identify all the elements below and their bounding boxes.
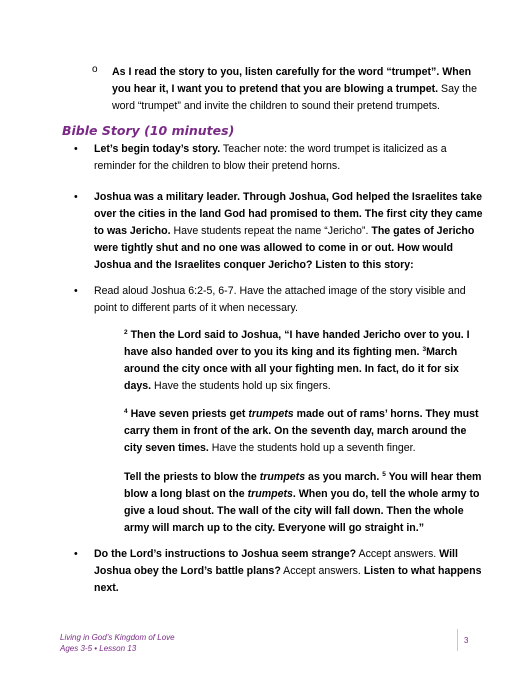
sub-item-bold-text: As I read the story to you, listen carefully for the word “trumpet”. When you hear it, I want you to pretend that you are blowing a trumpet. xyxy=(112,66,472,95)
footer-lesson-info: Ages 3-5 • Lesson 13 xyxy=(60,644,137,653)
item-bold-text: Do the Lord’s instructions to Joshua seem strange? xyxy=(94,548,357,560)
quote-bold-text: You will hear them blow a long blast on the xyxy=(124,471,482,500)
quote-bold-text: made out of rams’ horns. They must carry them in front of the ark. On the seventh day, march around the city seven times. xyxy=(124,408,479,454)
verse-number: 5 xyxy=(382,471,386,478)
quote-bold-text: March around the city once with all your fighting men. In fact, do it for six days. xyxy=(124,346,459,392)
sub-item-normal-text: Say the word “trumpet” and invite the children to sound their pretend trumpets. xyxy=(112,83,477,112)
bullet-marker: • xyxy=(74,548,78,560)
item-normal-text: Accept answers. xyxy=(280,565,364,577)
footer-series-title: Living in God’s Kingdom of Love xyxy=(60,633,175,642)
list-item-lord-instructions xyxy=(74,546,484,597)
item-bold-text: Joshua was a military leader. Through Joshua, God helped the Israelites take over the cities in the land God had promised to them. The first city they came to was Jericho. xyxy=(94,191,483,237)
quote-bold-text: . When you do, tell the whole army to give a loud shout. The wall of the city will fall down. Then the whole army will march up to the city. Everyone will go straight in.” xyxy=(124,488,480,534)
sub-list-item-trumpet xyxy=(92,64,482,115)
quote-bold-text: Then the Lord said to Joshua, “I have handed Jericho over to you. I have also handed over to you its king and its fighting men. xyxy=(124,329,470,358)
item-normal-text: Accept answers. xyxy=(356,548,440,560)
list-item-read-aloud xyxy=(74,283,484,317)
list-item-begin-story xyxy=(74,141,484,175)
bullet-marker: • xyxy=(74,143,78,155)
item-bold-text: Listen to what happens next. xyxy=(94,565,482,594)
item-normal-text: Teacher note: the word trumpet is italicized as a reminder for the children to blow their pretend horns. xyxy=(94,143,447,172)
verse-number: 3 xyxy=(422,346,427,353)
verse-number: 4 xyxy=(124,408,128,415)
item-bold-text: The gates of Jericho were tightly shut and no one was allowed to come in or out. How would Joshua and the Israelites conquer Jericho? Listen to this story: xyxy=(94,225,475,271)
footer-divider xyxy=(457,629,458,651)
quote-italic-text: trumpets xyxy=(248,408,294,420)
list-item-joshua-leader xyxy=(74,189,484,274)
item-bold-text: Will Joshua obey the Lord’s battle plans? xyxy=(94,548,458,577)
footer-curriculum-info xyxy=(60,632,175,654)
quote-italic-text: trumpets xyxy=(259,471,306,483)
quote-normal-text: Have the students hold up a seventh finger. xyxy=(208,442,416,454)
scripture-quote-2 xyxy=(124,406,486,457)
page-number: 3 xyxy=(464,636,469,645)
item-normal-text: Read aloud Joshua 6:2-5, 6-7. Have the attached image of the story visible and point to different parts of it when necessary. xyxy=(94,285,466,314)
sub-bullet-marker: o xyxy=(92,64,98,75)
quote-normal-text: Have the students hold up six fingers. xyxy=(151,380,331,392)
item-bold-text: Let’s begin today’s story. xyxy=(94,143,221,155)
scripture-quote-3 xyxy=(124,469,486,537)
item-normal-text: Have students repeat the name “Jericho”. xyxy=(170,225,372,237)
scripture-quote-1 xyxy=(124,327,486,395)
quote-italic-text: trumpets xyxy=(247,488,293,500)
quote-bold-text: Have seven priests get xyxy=(127,408,249,420)
bullet-marker: • xyxy=(74,191,78,203)
bullet-marker: • xyxy=(74,285,78,297)
verse-number: 2 xyxy=(124,329,128,336)
quote-bold-text: as you march. xyxy=(305,471,383,483)
section-heading: Bible Story (10 minutes) xyxy=(62,123,235,138)
quote-bold-text: Tell the priests to blow the xyxy=(124,471,260,483)
